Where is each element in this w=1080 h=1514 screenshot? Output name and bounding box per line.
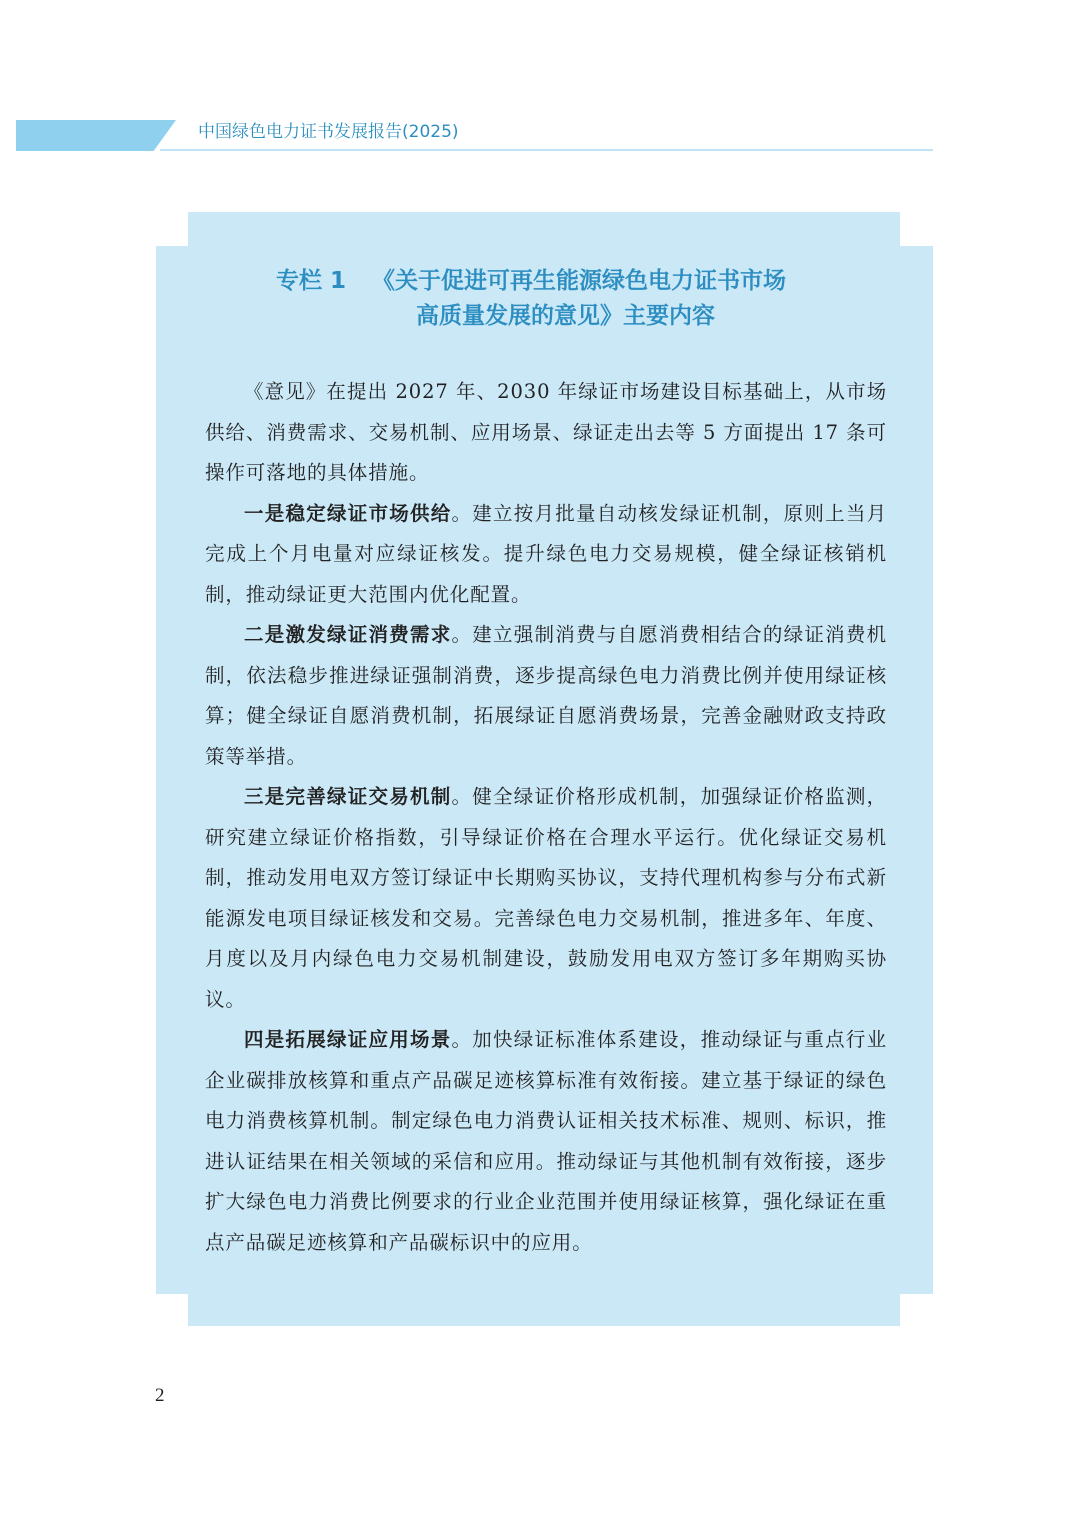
paragraph-text: 。建立强制消费与自愿消费相结合的绿证消费机制，依法稳步推进绿证强制消费，逐步提高绿色电力消费比例并使用绿证核算；健全绿证自愿消费机制，拓展绿证自愿消费场景，完善金融财政支持政策等举措。 bbox=[205, 623, 887, 768]
header-decoration-tab bbox=[16, 120, 176, 151]
sidebox-label: 专栏 1 bbox=[276, 268, 347, 294]
paragraph-lead: 二是激发绿证消费需求 bbox=[244, 623, 452, 646]
running-header-title: 中国绿色电力证书发展报告(2025) bbox=[198, 122, 459, 142]
sidebox-title-line2: 高质量发展的意见》主要内容 bbox=[416, 303, 715, 329]
paragraph-supply bbox=[205, 494, 887, 616]
header-divider bbox=[160, 149, 933, 151]
paragraph-text: 。建立按月批量自动核发绿证机制，原则上当月完成上个月电量对应绿证核发。提升绿色电力交易规模，健全绿证核销机制，推动绿证更大范围内优化配置。 bbox=[205, 501, 887, 606]
paragraph-lead: 四是拓展绿证应用场景 bbox=[244, 1028, 452, 1051]
paragraph-demand bbox=[205, 615, 887, 777]
paragraph-text: 。加快绿证标准体系建设，推动绿证与重点行业企业碳排放核算和重点产品碳足迹核算标准有效衔接。建立基于绿证的绿色电力消费核算机制。制定绿色电力消费认证相关技术标准、规则、标识，推进认证结果在相关领域的采信和应用。推动绿证与其他机制有效衔接，逐步扩大绿色电力消费比例要求的行业企业范围并使用绿证核算，强化绿证在重点产品碳足迹核算和产品碳标识中的应用。 bbox=[205, 1028, 887, 1254]
paragraph-text: 。健全绿证价格形成机制，加强绿证价格监测，研究建立绿证价格指数，引导绿证价格在合理水平运行。优化绿证交易机制，推动发用电双方签订绿证中长期购买协议，支持代理机构参与分布式新能源发电项目绿证核发和交易。完善绿色电力交易机制，推进多年、年度、月度以及月内绿色电力交易机制建设，鼓励发用电双方签订多年期购买协议。 bbox=[205, 785, 887, 1011]
sidebox-body bbox=[205, 372, 887, 1263]
paragraph-trading bbox=[205, 777, 887, 1020]
sidebox-title-line1 bbox=[276, 264, 786, 299]
paragraph-intro bbox=[205, 372, 887, 494]
paragraph-lead: 一是稳定绿证市场供给 bbox=[244, 501, 452, 525]
page-number: 2 bbox=[155, 1385, 165, 1406]
paragraph-lead: 三是完善绿证交易机制 bbox=[244, 785, 452, 808]
sidebox-title-text1: 《关于促进可再生能源绿色电力证书市场 bbox=[372, 268, 787, 294]
paragraph-application bbox=[205, 1020, 887, 1263]
paragraph-text: 《意见》在提出 2027 年、2030 年绿证市场建设目标基础上，从市场供给、消费需求、交易机制、应用场景、绿证走出去等 5 方面提出 17 条可操作可落地的具体措施。 bbox=[205, 380, 887, 484]
